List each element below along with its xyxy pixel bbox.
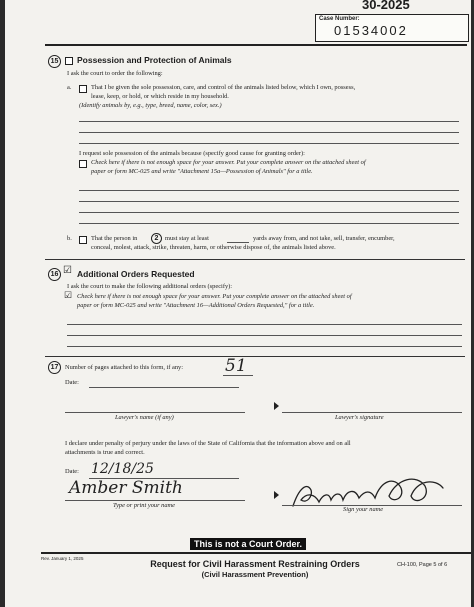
declaration-date-label: Date: xyxy=(65,468,79,475)
item-b-circle-number: 2 xyxy=(151,233,162,244)
section-16-overflow-text-2: paper or form MC-025 and write "Attachment 16—Additional Orders Requested," for a title. xyxy=(77,302,315,309)
reason-line-1[interactable] xyxy=(79,190,459,191)
section-16-overflow-text-1: Check here if there is not enough space for your answer. Put your complete answer on the attached sheet of xyxy=(77,293,352,300)
declaration-text-2: attachments is true and correct. xyxy=(65,449,145,456)
header-rule xyxy=(45,44,467,46)
animals-line-3[interactable] xyxy=(79,143,459,144)
reason-line-3[interactable] xyxy=(79,212,459,213)
orders-line-2[interactable] xyxy=(67,335,462,336)
item-b-text-3: yards away from, and not take, sell, transfer, encumber, xyxy=(253,235,395,242)
declaration-text-1: I declare under penalty of perjury under the laws of the State of California that the information above and on all xyxy=(65,440,351,447)
item-b-text-1: That the person in xyxy=(91,235,138,242)
case-top-text: 30-2025 xyxy=(362,0,410,12)
declarant-name-label: Type or print your name xyxy=(113,502,176,509)
reason-line-2[interactable] xyxy=(79,201,459,202)
item-a-note: (Identify animals by, e.g., type, breed, name, color, sex.) xyxy=(79,102,222,109)
pages-attached-line[interactable] xyxy=(223,375,253,376)
request-text: I request sole possession of the animals because (specify good cause for granting order): xyxy=(79,150,305,157)
form-page xyxy=(5,0,471,607)
item-b-yards-field[interactable] xyxy=(227,242,249,243)
item-a-overflow-checkbox[interactable] xyxy=(79,160,87,168)
item-b-text-2: must stay at least xyxy=(165,235,209,242)
section-15-title: Possession and Protection of Animals xyxy=(77,55,232,65)
not-court-order-banner: This is not a Court Order. xyxy=(190,538,306,550)
item-a-text-2: lease, keep, or hold, or which reside in my household. xyxy=(91,93,229,100)
section-divider-1 xyxy=(45,259,465,260)
footer-form-id: CH-100, Page 5 of 6 xyxy=(397,562,448,568)
footer-form-subtitle: (Civil Harassment Prevention) xyxy=(201,570,309,579)
section-17-number: 17 xyxy=(48,361,61,374)
case-number-label: Case Number: xyxy=(319,16,360,22)
item-b-label: b. xyxy=(67,235,72,242)
declarant-signature-label: Sign your name xyxy=(343,506,384,513)
declarant-name-value[interactable]: Amber Smith xyxy=(69,478,183,498)
item-a-overflow-text-1: Check here if there is not enough space for your answer. Put your complete answer on the attached sheet of xyxy=(91,159,366,166)
footer-rule xyxy=(41,552,471,554)
item-a-text: That I be given the sole possession, care, and control of the animals listed below, which I own, possess, xyxy=(91,84,356,91)
lawyer-signature-label: Lawyer's signature xyxy=(335,414,384,421)
item-a-overflow-text-2: paper or form MC-025 and write "Attachment 15a—Possession of Animals" for a title. xyxy=(91,168,313,175)
section-15-number: 15 xyxy=(48,55,61,68)
section-17-text: Number of pages attached to this form, if any: xyxy=(65,364,184,371)
item-a-label: a. xyxy=(67,84,72,91)
reason-line-4[interactable] xyxy=(79,223,459,224)
declarant-signature-arrow-icon xyxy=(274,491,279,499)
lawyer-name-line[interactable] xyxy=(65,412,245,413)
lawyer-name-label: Lawyer's name (if any) xyxy=(115,414,174,421)
section-16-title: Additional Orders Requested xyxy=(77,269,195,279)
lawyer-date-line[interactable] xyxy=(89,387,239,388)
section-16-intro: I ask the court to make the following additional orders (specify): xyxy=(67,283,233,290)
section-15-intro: I ask the court to order the following: xyxy=(67,70,163,77)
case-number-box xyxy=(315,14,469,42)
section-16-overflow-checkbox[interactable]: ☑ xyxy=(64,290,73,300)
footer-revision: Rev. January 1, 2025 xyxy=(41,556,84,561)
item-b-text-4: conceal, molest, attack, strike, threaten, harm, or otherwise dispose of, the animals listed above. xyxy=(91,244,336,251)
orders-line-1[interactable] xyxy=(67,324,462,325)
section-divider-2 xyxy=(45,356,465,357)
animals-line-1[interactable] xyxy=(79,121,459,122)
footer-form-title: Request for Civil Harassment Restraining Orders xyxy=(150,559,360,569)
pages-attached-value[interactable]: 51 xyxy=(225,356,247,376)
item-a-checkbox[interactable] xyxy=(79,85,87,93)
section-16-checkbox[interactable]: ☑ xyxy=(63,265,72,276)
item-b-checkbox[interactable] xyxy=(79,236,87,244)
lawyer-signature-line[interactable] xyxy=(282,412,462,413)
section-15-checkbox[interactable] xyxy=(65,57,73,65)
section-16-number: 16 xyxy=(48,268,61,281)
animals-line-2[interactable] xyxy=(79,132,459,133)
orders-line-3[interactable] xyxy=(67,346,462,347)
lawyer-date-label: Date: xyxy=(65,379,79,386)
lawyer-signature-arrow-icon xyxy=(274,402,279,410)
case-number-value: 01534002 xyxy=(334,23,408,38)
declarant-name-line[interactable] xyxy=(65,500,245,501)
declaration-date-value[interactable]: 12/18/25 xyxy=(91,461,154,477)
